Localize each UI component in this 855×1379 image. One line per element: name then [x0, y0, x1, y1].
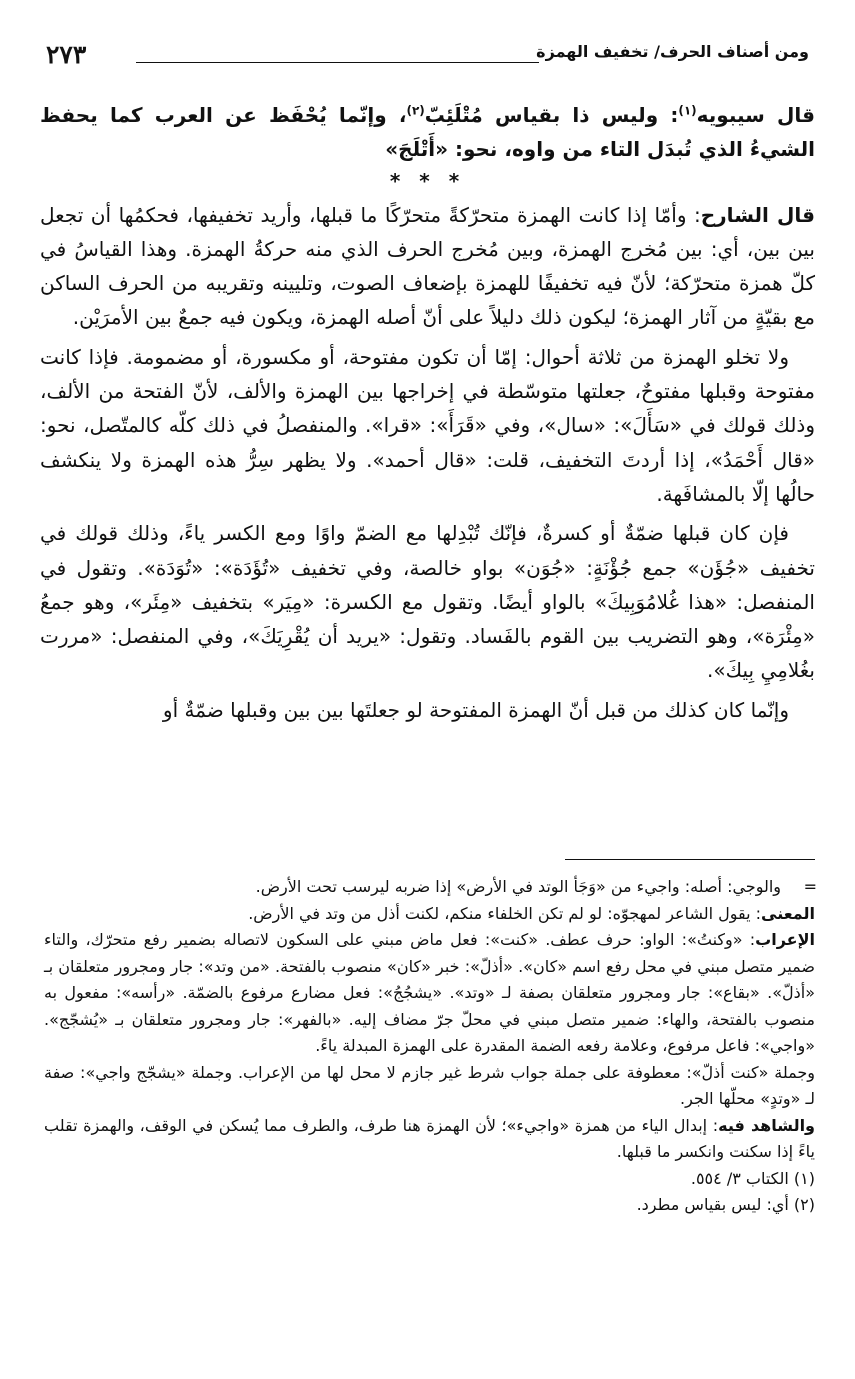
footnote-meaning — [44, 901, 815, 928]
quote-text-a: : وليس ذا بقياس مُتْلَئِبّ — [424, 103, 679, 127]
commentary-text-1: : وأمّا إذا كانت الهمزة متحرّكةً متحرّكًا ما قبلها، وأريد تخفيفها، فحكمُها أن تجعل بين بين، أي: بين مُخرج الهمزة، وبين مُخرج الحرف الذي منه حركةُ الهمزة. وهذا القياسُ في كلّ همزة متحرّكة؛ لأنّ فيه تخفيفًا للهمزة بإضعاف الصوت، وتليينه وتقريبه من الحرف الساكن مع بقيّةٍ من آثار الهمزة؛ ليكون ذلك دليلاً على أنّ أصله الهمزة، ويكون فيه جمعٌ بين الأمرَيْن. — [40, 202, 815, 330]
quote-text-b: ، وإنّما يُحْفَظ عن العرب كما يحفظ الشيءُ الذي تُبدَل التاء من واوه، نحو: «أَتْلَجَ» — [40, 103, 815, 162]
footnote-line-meaning-word: والوجي: أصله: واجيء من «وَجَأ الوتد في الأرض» إذا ضربه ليرسب تحت الأرض. — [255, 877, 781, 896]
speaker-commentator: قال الشارح — [700, 202, 815, 227]
footnote-parsing — [44, 927, 815, 1060]
speaker-sibawayh: قال سيبويه — [696, 103, 815, 127]
footnote-separator — [565, 859, 815, 860]
commentary-paragraph-2: ولا تخلو الهمزة من ثلاثة أحوال: إمّا أن تكون مفتوحة، أو مكسورة، أو مضمومة. فإذا كانت مفتوحة وقبلها مفتوحٌ، جعلتها متوسّطة في إخراجها بين الهمزة والألف، لأنّ الفتحة من الألف، وذلك قولك في «سَأَلَ»: «سال»، وفي «قَرَأَ»: «قرا». والمنفصلُ في ذلك كلّه كالمتّصل، نحو: «قال أَحْمَدُ»، إذا أردتَ التخفيف، قلت: «قال أحمد». ولا يظهر سِرُّ هذه الهمزة ولا ينكشف حالُها إلّا بالمشافَهة. — [40, 344, 815, 506]
page-number: ٢٧٣ — [46, 40, 87, 69]
footnote-label-meaning: المعنى — [761, 903, 815, 923]
chapter-title: ومن أصناف الحرف/ تخفيف الهمزة — [536, 42, 809, 61]
footnote-ref-1[interactable]: (١) — [678, 103, 697, 118]
footnote-evidence — [44, 1113, 815, 1166]
footnote-meaning-text: : يقول الشاعر لمهجوّه: لو لم تكن الخلفاء منكم، لكنت أذل من وتد في الأرض. — [248, 903, 762, 923]
footnote-evidence-text: : إبدال الياء من همزة «واجيء»؛ لأن الهمزة هنا طرف، والطرف مما يُسكن في الوقف، والهمزة تقلب ياءً إذا سكنت وانكسر ما قبلها. — [44, 1115, 815, 1161]
footnote-sentences: وجملة «كنت أذلّ»: معطوفة على جملة جواب شرط غير جازم لا محل لها من الإعراب. وجملة «يشجّج واجي»: صفة لـ «وتدٍ» محلّها الجر. — [44, 1062, 815, 1108]
footnote-ref-2[interactable]: (٢) — [406, 103, 425, 118]
footnote-label-evidence: والشاهد فيه — [718, 1115, 816, 1135]
commentary-paragraph-1 — [40, 198, 815, 335]
footnote-parsing-text: : «وكنتُ»: الواو: حرف عطف. «كنت»: فعل ماض مبني على السكون لاتصاله بضمير رفع متحرّك، والتاء ضمير متصل مبني في محل رفع اسم «كان». «أذلّ»: خبر «كان» منصوب بالفتحة. «من وتد»: جار ومجرور متعلقان بـ «أذلّ». «بقاع»: جار ومجرور متعلقان بصفة لـ «وتد». «يشجُجُ»: فعل مضارع مرفوع بالضمّة. «رأسه»: مفعول به منصوب بالفتحة، والهاء: ضمير متصل مبني في محلّ جرّ مضاف إليه. «بالفهر»: جار ومجرور متعلقان بـ «يُشجّج». «واجي»: فاعل مرفوع، وعلامة رفعه الضمة المقدرة على الهمزة المبدلة ياءً. — [44, 930, 815, 1055]
commentary-paragraph-3: فإن كان قبلها ضمّةٌ أو كسرةٌ، فإنّك تُبْدِلها مع الضمّ واوًا ومع الكسر ياءً، وذلك قولك في تخفيف «جُؤَن» جمع جُؤْنَةٍ: «جُوَن» بواو خالصة، وفي تخفيف «تُؤَدَة»: «تُوَدَة». وتقول في المنفصل: «هذا غُلامُوَبِيكَ» بالواو أيضًا. وتقول مع الكسرة: «مِيَر» بتخفيف «مِئَر»، وهو جمعُ «مِئْرَة»، وهو التضريب بين القوم بالفَساد. وتقول: «يريد أن يُقْرِيَكَ»، وفي المنفصل: «مررت بغُلامِيِ بِيكَ». — [40, 521, 815, 683]
continuation-mark: = — [803, 877, 817, 896]
section-separator-stars: * * * — [389, 168, 466, 193]
sibawayh-quote — [40, 98, 815, 167]
footnote-1: (١) الكتاب ٣/ ٥٥٤. — [690, 1168, 815, 1188]
footnote-2: (٢) أي: ليس بقياس مطرد. — [636, 1195, 815, 1214]
footnote-label-parsing: الإعراب — [755, 930, 815, 949]
running-header — [46, 40, 809, 80]
header-rule — [136, 62, 539, 63]
commentary-paragraph-4: وإنّما كان كذلك من قبل أنّ الهمزة المفتوحة لو جعلتَها بين بين وقبلها ضمّةٌ أو — [162, 697, 789, 722]
footnotes — [44, 874, 815, 1219]
main-text — [40, 98, 815, 727]
